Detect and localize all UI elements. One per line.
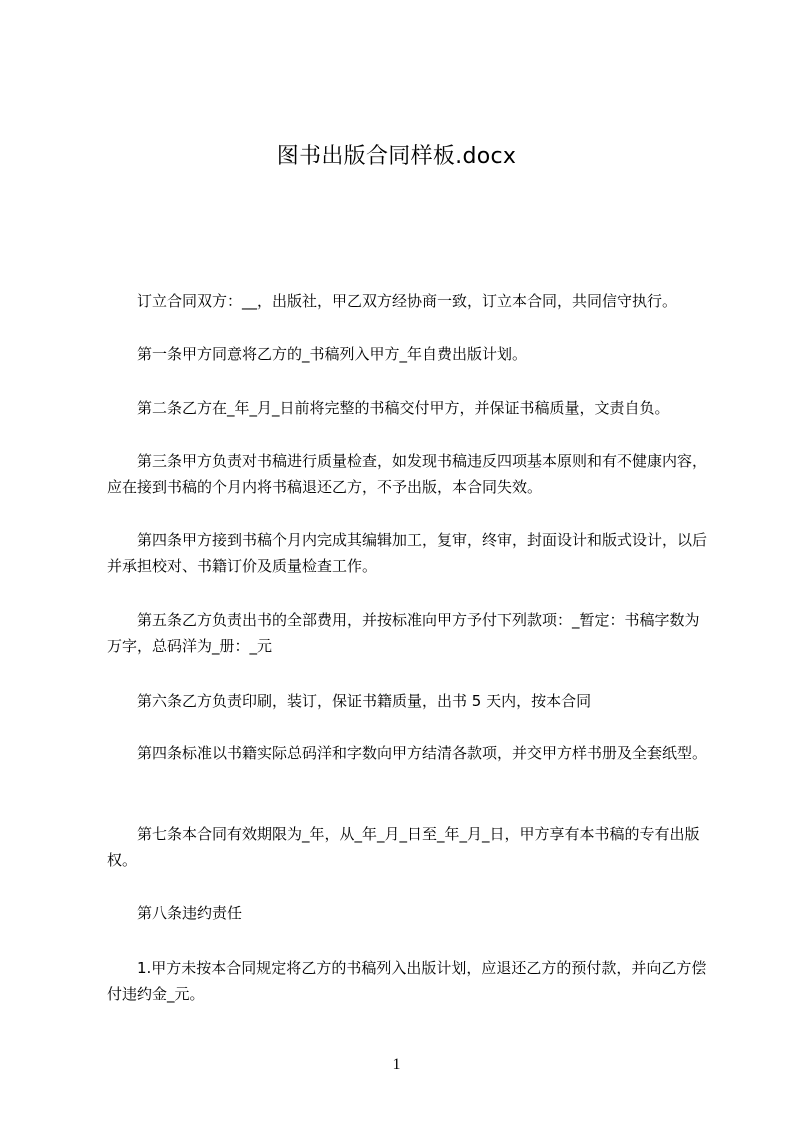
- document-title: 图书出版合同样板.docx: [276, 144, 517, 169]
- page-number: 1: [392, 1056, 401, 1073]
- paragraph-parties: 订立合同双方：__，出版社，甲乙双方经协商一致，订立本合同，共同信守执行。: [137, 292, 678, 310]
- paragraph-article-1: 第一条甲方同意将乙方的_书稿列入甲方_年自费出版计划。: [137, 345, 528, 363]
- paragraph-article-2: 第二条乙方在_年_月_日前将完整的书稿交付甲方，并保证书稿质量，文责自负。: [137, 399, 670, 417]
- paragraph-article-3: 第三条甲方负责对书稿进行质量检查，如发现书稿违反四项基本原则和有不健康内容，应在接到书稿的个月内将书稿退还乙方，不予出版，本合同失效。: [107, 452, 708, 496]
- paragraph-article-4-standard: 第四条标准以书籍实际总码洋和字数向甲方结清各款项，并交甲方样书册及全套纸型。: [137, 744, 708, 762]
- paragraph-article-7: 第七条本合同有效期限为_年，从_年_月_日至_年_月_日，甲方享有本书稿的专有出版权。: [107, 825, 700, 869]
- paragraph-clause-1: 1.甲方未按本合同规定将乙方的书稿列入出版计划，应退还乙方的预付款，并向乙方偿付违约金_元。: [107, 959, 707, 1003]
- paragraph-article-5: 第五条乙方负责出书的全部费用，并按标准向甲方予付下列款项：_暂定：书稿字数为万字，总码洋为_册：_元: [107, 611, 700, 655]
- paragraph-article-8-heading: 第八条违约责任: [137, 904, 243, 922]
- paragraph-article-4: 第四条甲方接到书稿个月内完成其编辑加工，复审，终审，封面设计和版式设计，以后并承担校对、书籍订价及质量检查工作。: [107, 531, 708, 575]
- paragraph-article-6: 第六条乙方负责印刷，装订，保证书籍质量，出书 5 天内，按本合同: [137, 692, 592, 710]
